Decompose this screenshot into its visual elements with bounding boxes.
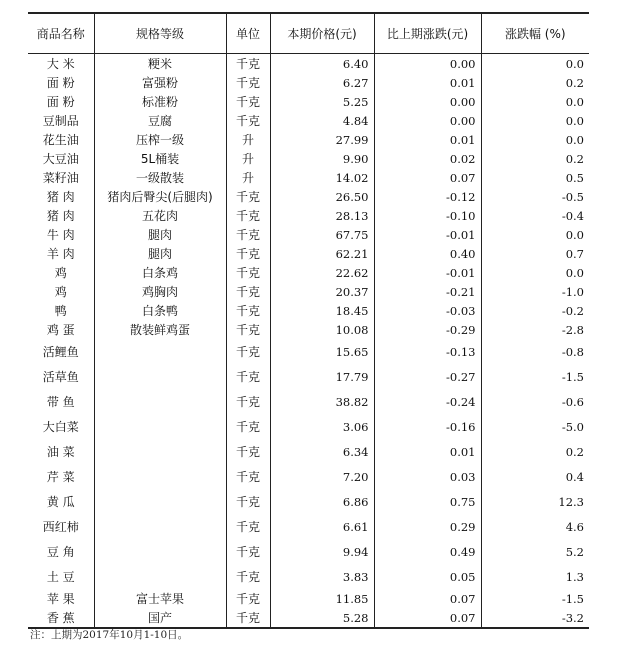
cell-unit: 升 xyxy=(226,168,270,187)
cell-spec: 压榨一级 xyxy=(94,130,226,149)
header-change: 比上期涨跌(元) xyxy=(374,13,481,54)
table-row xyxy=(28,589,589,608)
cell-change: 0.07 xyxy=(374,589,481,608)
table-row xyxy=(28,539,589,564)
cell-pct: 5.2 xyxy=(481,539,589,564)
cell-change: 0.40 xyxy=(374,244,481,263)
cell-pct: -0.2 xyxy=(481,301,589,320)
cell-spec: 白条鸡 xyxy=(94,263,226,282)
header-price: 本期价格(元) xyxy=(270,13,374,54)
cell-unit: 升 xyxy=(226,130,270,149)
cell-unit: 千克 xyxy=(226,339,270,364)
cell-pct: 0.0 xyxy=(481,263,589,282)
cell-change: -0.01 xyxy=(374,225,481,244)
cell-price: 15.65 xyxy=(270,339,374,364)
table-row xyxy=(28,364,589,389)
cell-spec: 一级散装 xyxy=(94,168,226,187)
cell-unit: 千克 xyxy=(226,414,270,439)
cell-price: 6.27 xyxy=(270,73,374,92)
cell-spec xyxy=(94,414,226,439)
table-row xyxy=(28,92,589,111)
cell-price: 62.21 xyxy=(270,244,374,263)
cell-unit: 千克 xyxy=(226,263,270,282)
table-row xyxy=(28,489,589,514)
cell-pct: -1.5 xyxy=(481,589,589,608)
cell-change: 0.29 xyxy=(374,514,481,539)
cell-unit: 千克 xyxy=(226,364,270,389)
cell-change: -0.12 xyxy=(374,187,481,206)
cell-price: 11.85 xyxy=(270,589,374,608)
cell-unit: 千克 xyxy=(226,564,270,589)
table-row xyxy=(28,564,589,589)
table-row xyxy=(28,389,589,414)
cell-price: 14.02 xyxy=(270,168,374,187)
header-spec: 规格等级 xyxy=(94,13,226,54)
cell-name: 猪 肉 xyxy=(46,190,75,204)
cell-change: 0.00 xyxy=(374,111,481,130)
cell-pct: -1.0 xyxy=(481,282,589,301)
cell-spec: 腿肉 xyxy=(94,225,226,244)
cell-name: 活鲤鱼 xyxy=(42,345,79,359)
cell-price: 9.90 xyxy=(270,149,374,168)
cell-spec xyxy=(94,389,226,414)
cell-unit: 千克 xyxy=(226,514,270,539)
cell-unit: 千克 xyxy=(226,589,270,608)
cell-pct: 0.2 xyxy=(481,149,589,168)
cell-name: 苹 果 xyxy=(46,592,75,606)
cell-unit: 千克 xyxy=(226,608,270,628)
cell-name: 花生油 xyxy=(42,133,79,147)
cell-price: 17.79 xyxy=(270,364,374,389)
cell-unit: 千克 xyxy=(226,111,270,130)
cell-pct: 0.0 xyxy=(481,54,589,74)
table-row xyxy=(28,244,589,263)
cell-pct: 0.2 xyxy=(481,439,589,464)
table-row xyxy=(28,464,589,489)
cell-unit: 千克 xyxy=(226,206,270,225)
cell-spec xyxy=(94,489,226,514)
table-row xyxy=(28,73,589,92)
cell-name: 黄 瓜 xyxy=(46,495,75,509)
cell-name: 菜籽油 xyxy=(42,171,79,185)
cell-price: 4.84 xyxy=(270,111,374,130)
cell-spec xyxy=(94,564,226,589)
cell-unit: 千克 xyxy=(226,439,270,464)
cell-pct: 0.0 xyxy=(481,225,589,244)
cell-change: -0.10 xyxy=(374,206,481,225)
table-row xyxy=(28,320,589,339)
cell-name: 鸡 xyxy=(54,285,67,299)
table-row xyxy=(28,514,589,539)
cell-name: 猪 肉 xyxy=(46,209,75,223)
cell-price: 26.50 xyxy=(270,187,374,206)
cell-change: -0.03 xyxy=(374,301,481,320)
cell-price: 5.25 xyxy=(270,92,374,111)
table-row xyxy=(28,414,589,439)
footnote: 注：上期为2017年10月1-10日。 xyxy=(30,629,189,641)
cell-pct: -5.0 xyxy=(481,414,589,439)
cell-change: -0.01 xyxy=(374,263,481,282)
table-row xyxy=(28,54,589,74)
price-table-container xyxy=(28,12,589,629)
cell-unit: 千克 xyxy=(226,92,270,111)
header-name: 商品名称 xyxy=(28,13,94,54)
cell-change: 0.49 xyxy=(374,539,481,564)
cell-change: 0.03 xyxy=(374,464,481,489)
cell-spec xyxy=(94,339,226,364)
cell-pct: 12.3 xyxy=(481,489,589,514)
cell-pct: 0.0 xyxy=(481,130,589,149)
cell-price: 27.99 xyxy=(270,130,374,149)
cell-change: 0.01 xyxy=(374,73,481,92)
cell-name: 大白菜 xyxy=(42,420,79,434)
header-pct: 涨跌幅 (%) xyxy=(481,13,589,54)
table-row xyxy=(28,282,589,301)
cell-name: 西红柿 xyxy=(42,520,79,534)
table-row xyxy=(28,187,589,206)
cell-change: 0.01 xyxy=(374,439,481,464)
cell-price: 38.82 xyxy=(270,389,374,414)
cell-price: 6.86 xyxy=(270,489,374,514)
table-row xyxy=(28,301,589,320)
cell-change: 0.07 xyxy=(374,168,481,187)
cell-price: 28.13 xyxy=(270,206,374,225)
cell-spec xyxy=(94,514,226,539)
table-row xyxy=(28,608,589,628)
cell-spec: 豆腐 xyxy=(94,111,226,130)
table-row xyxy=(28,263,589,282)
cell-pct: -2.8 xyxy=(481,320,589,339)
cell-pct: 0.0 xyxy=(481,92,589,111)
table-row xyxy=(28,149,589,168)
cell-price: 6.40 xyxy=(270,54,374,74)
cell-pct: -1.5 xyxy=(481,364,589,389)
cell-price: 7.20 xyxy=(270,464,374,489)
cell-name: 土 豆 xyxy=(46,570,75,584)
cell-change: -0.16 xyxy=(374,414,481,439)
cell-price: 18.45 xyxy=(270,301,374,320)
cell-unit: 千克 xyxy=(226,389,270,414)
cell-change: 0.75 xyxy=(374,489,481,514)
cell-price: 6.34 xyxy=(270,439,374,464)
cell-change: 0.07 xyxy=(374,608,481,628)
cell-spec: 散装鲜鸡蛋 xyxy=(94,320,226,339)
cell-name: 鸭 xyxy=(54,304,67,318)
cell-change: -0.21 xyxy=(374,282,481,301)
cell-pct: 0.5 xyxy=(481,168,589,187)
table-row xyxy=(28,439,589,464)
table-row xyxy=(28,168,589,187)
table-row xyxy=(28,225,589,244)
cell-change: -0.13 xyxy=(374,339,481,364)
cell-name: 芹 菜 xyxy=(46,470,75,484)
cell-unit: 千克 xyxy=(226,301,270,320)
cell-name: 豆 角 xyxy=(46,545,75,559)
cell-unit: 千克 xyxy=(226,73,270,92)
cell-pct: 0.2 xyxy=(481,73,589,92)
cell-spec: 猪肉后臀尖(后腿肉) xyxy=(94,187,226,206)
cell-name: 油 菜 xyxy=(46,445,75,459)
cell-price: 3.06 xyxy=(270,414,374,439)
cell-change: 0.05 xyxy=(374,564,481,589)
cell-unit: 千克 xyxy=(226,187,270,206)
table-header-row xyxy=(28,13,589,54)
cell-pct: -0.8 xyxy=(481,339,589,364)
cell-spec xyxy=(94,464,226,489)
cell-change: 0.02 xyxy=(374,149,481,168)
table-row xyxy=(28,339,589,364)
cell-spec: 标准粉 xyxy=(94,92,226,111)
cell-spec xyxy=(94,439,226,464)
cell-spec: 富士苹果 xyxy=(94,589,226,608)
cell-spec xyxy=(94,364,226,389)
cell-spec xyxy=(94,539,226,564)
cell-change: -0.27 xyxy=(374,364,481,389)
cell-unit: 千克 xyxy=(226,225,270,244)
cell-pct: -0.5 xyxy=(481,187,589,206)
cell-unit: 千克 xyxy=(226,464,270,489)
cell-pct: 1.3 xyxy=(481,564,589,589)
cell-name: 鸡 蛋 xyxy=(46,323,75,337)
cell-change: 0.00 xyxy=(374,92,481,111)
cell-name: 面 粉 xyxy=(46,95,75,109)
cell-name: 豆制品 xyxy=(42,114,79,128)
cell-name: 鸡 xyxy=(54,266,67,280)
cell-price: 3.83 xyxy=(270,564,374,589)
cell-unit: 千克 xyxy=(226,320,270,339)
cell-price: 6.61 xyxy=(270,514,374,539)
cell-change: 0.01 xyxy=(374,130,481,149)
cell-price: 9.94 xyxy=(270,539,374,564)
table-row xyxy=(28,111,589,130)
cell-spec: 5L桶装 xyxy=(94,149,226,168)
cell-name: 香 蕉 xyxy=(28,608,94,628)
cell-change: 0.00 xyxy=(374,54,481,74)
cell-price: 10.08 xyxy=(270,320,374,339)
cell-pct: -0.4 xyxy=(481,206,589,225)
cell-unit: 千克 xyxy=(226,54,270,74)
cell-name: 活草鱼 xyxy=(42,370,79,384)
cell-unit: 千克 xyxy=(226,539,270,564)
cell-spec: 白条鸭 xyxy=(94,301,226,320)
cell-name: 大豆油 xyxy=(42,152,79,166)
cell-spec: 粳米 xyxy=(94,54,226,74)
cell-unit: 千克 xyxy=(226,282,270,301)
cell-unit: 升 xyxy=(226,149,270,168)
cell-name: 牛 肉 xyxy=(46,228,75,242)
cell-name: 面 粉 xyxy=(46,76,75,90)
cell-price: 20.37 xyxy=(270,282,374,301)
table-row xyxy=(28,206,589,225)
cell-price: 67.75 xyxy=(270,225,374,244)
cell-unit: 千克 xyxy=(226,489,270,514)
cell-unit: 千克 xyxy=(226,244,270,263)
cell-pct: 0.7 xyxy=(481,244,589,263)
cell-change: -0.29 xyxy=(374,320,481,339)
cell-spec: 国产 xyxy=(94,608,226,628)
cell-name: 大 米 xyxy=(46,57,75,71)
header-unit: 单位 xyxy=(226,13,270,54)
cell-spec: 腿肉 xyxy=(94,244,226,263)
cell-name: 带 鱼 xyxy=(46,395,75,409)
table-row xyxy=(28,130,589,149)
cell-spec: 鸡胸肉 xyxy=(94,282,226,301)
cell-spec: 富强粉 xyxy=(94,73,226,92)
cell-price: 5.28 xyxy=(270,608,374,628)
cell-pct: 4.6 xyxy=(481,514,589,539)
cell-pct: 0.0 xyxy=(481,111,589,130)
cell-pct: 0.4 xyxy=(481,464,589,489)
cell-spec: 五花肉 xyxy=(94,206,226,225)
price-table xyxy=(28,12,589,629)
cell-price: 22.62 xyxy=(270,263,374,282)
cell-pct: -3.2 xyxy=(481,608,589,628)
table-body xyxy=(28,54,589,629)
cell-change: -0.24 xyxy=(374,389,481,414)
cell-name: 羊 肉 xyxy=(46,247,75,261)
cell-pct: -0.6 xyxy=(481,389,589,414)
